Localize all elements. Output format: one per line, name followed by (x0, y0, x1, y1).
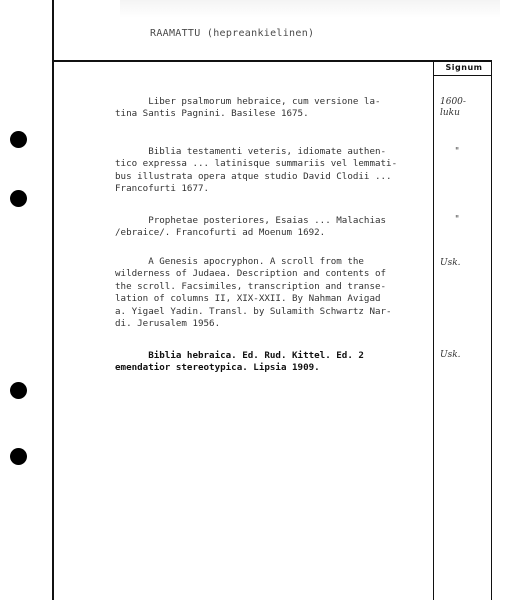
card-title: RAAMATTU (hepreankielinen) (150, 28, 315, 39)
bibliographic-entry: Biblia testamenti veteris, idiomate authen- tico expressa ... latinisque summariis vel lemmati- bus illustrata opera atque studio David Clodii ... Francofurti 1677. (115, 146, 398, 195)
header-rule (52, 60, 492, 62)
signum-annotation: 1600- luku (440, 97, 466, 118)
right-edge-line (491, 60, 492, 600)
top-edge-smudge (120, 0, 500, 18)
punch-hole-2 (10, 190, 27, 207)
bibliographic-entry: Prophetae posteriores, Esaias ... Malachias /ebraice/. Francofurti ad Moenum 1692. (115, 215, 387, 239)
signum-annotation: Usk. (440, 258, 461, 268)
punch-hole-1 (10, 131, 27, 148)
signum-column-header: Signum (445, 63, 483, 72)
signum-annotation: " (455, 147, 460, 157)
signum-header-rule (433, 75, 492, 76)
bibliographic-entry: A Genesis apocryphon. A scroll from the wilderness of Judaea. Description and contents of the scroll. Facsimiles, transcription and transe- lation of columns II, XIX-XXII. By Nahman Avigad a. Yigael Yadin. Transl. by Sulamith Schwartz Nar- di. Jerusalem 1956. (115, 256, 392, 330)
left-margin-line (52, 0, 54, 600)
signum-column-rule (433, 60, 434, 600)
punch-hole-4 (10, 448, 27, 465)
signum-annotation: " (455, 215, 460, 225)
bibliographic-entry: Biblia hebraica. Ed. Rud. Kittel. Ed. 2 emendatior stereotypica. Lipsia 1909. (115, 350, 364, 374)
bibliographic-entry: Liber psalmorum hebraice, cum versione la- tina Santis Pagnini. Basilese 1675. (115, 96, 381, 120)
signum-annotation: Usk. (440, 350, 461, 360)
punch-hole-3 (10, 382, 27, 399)
